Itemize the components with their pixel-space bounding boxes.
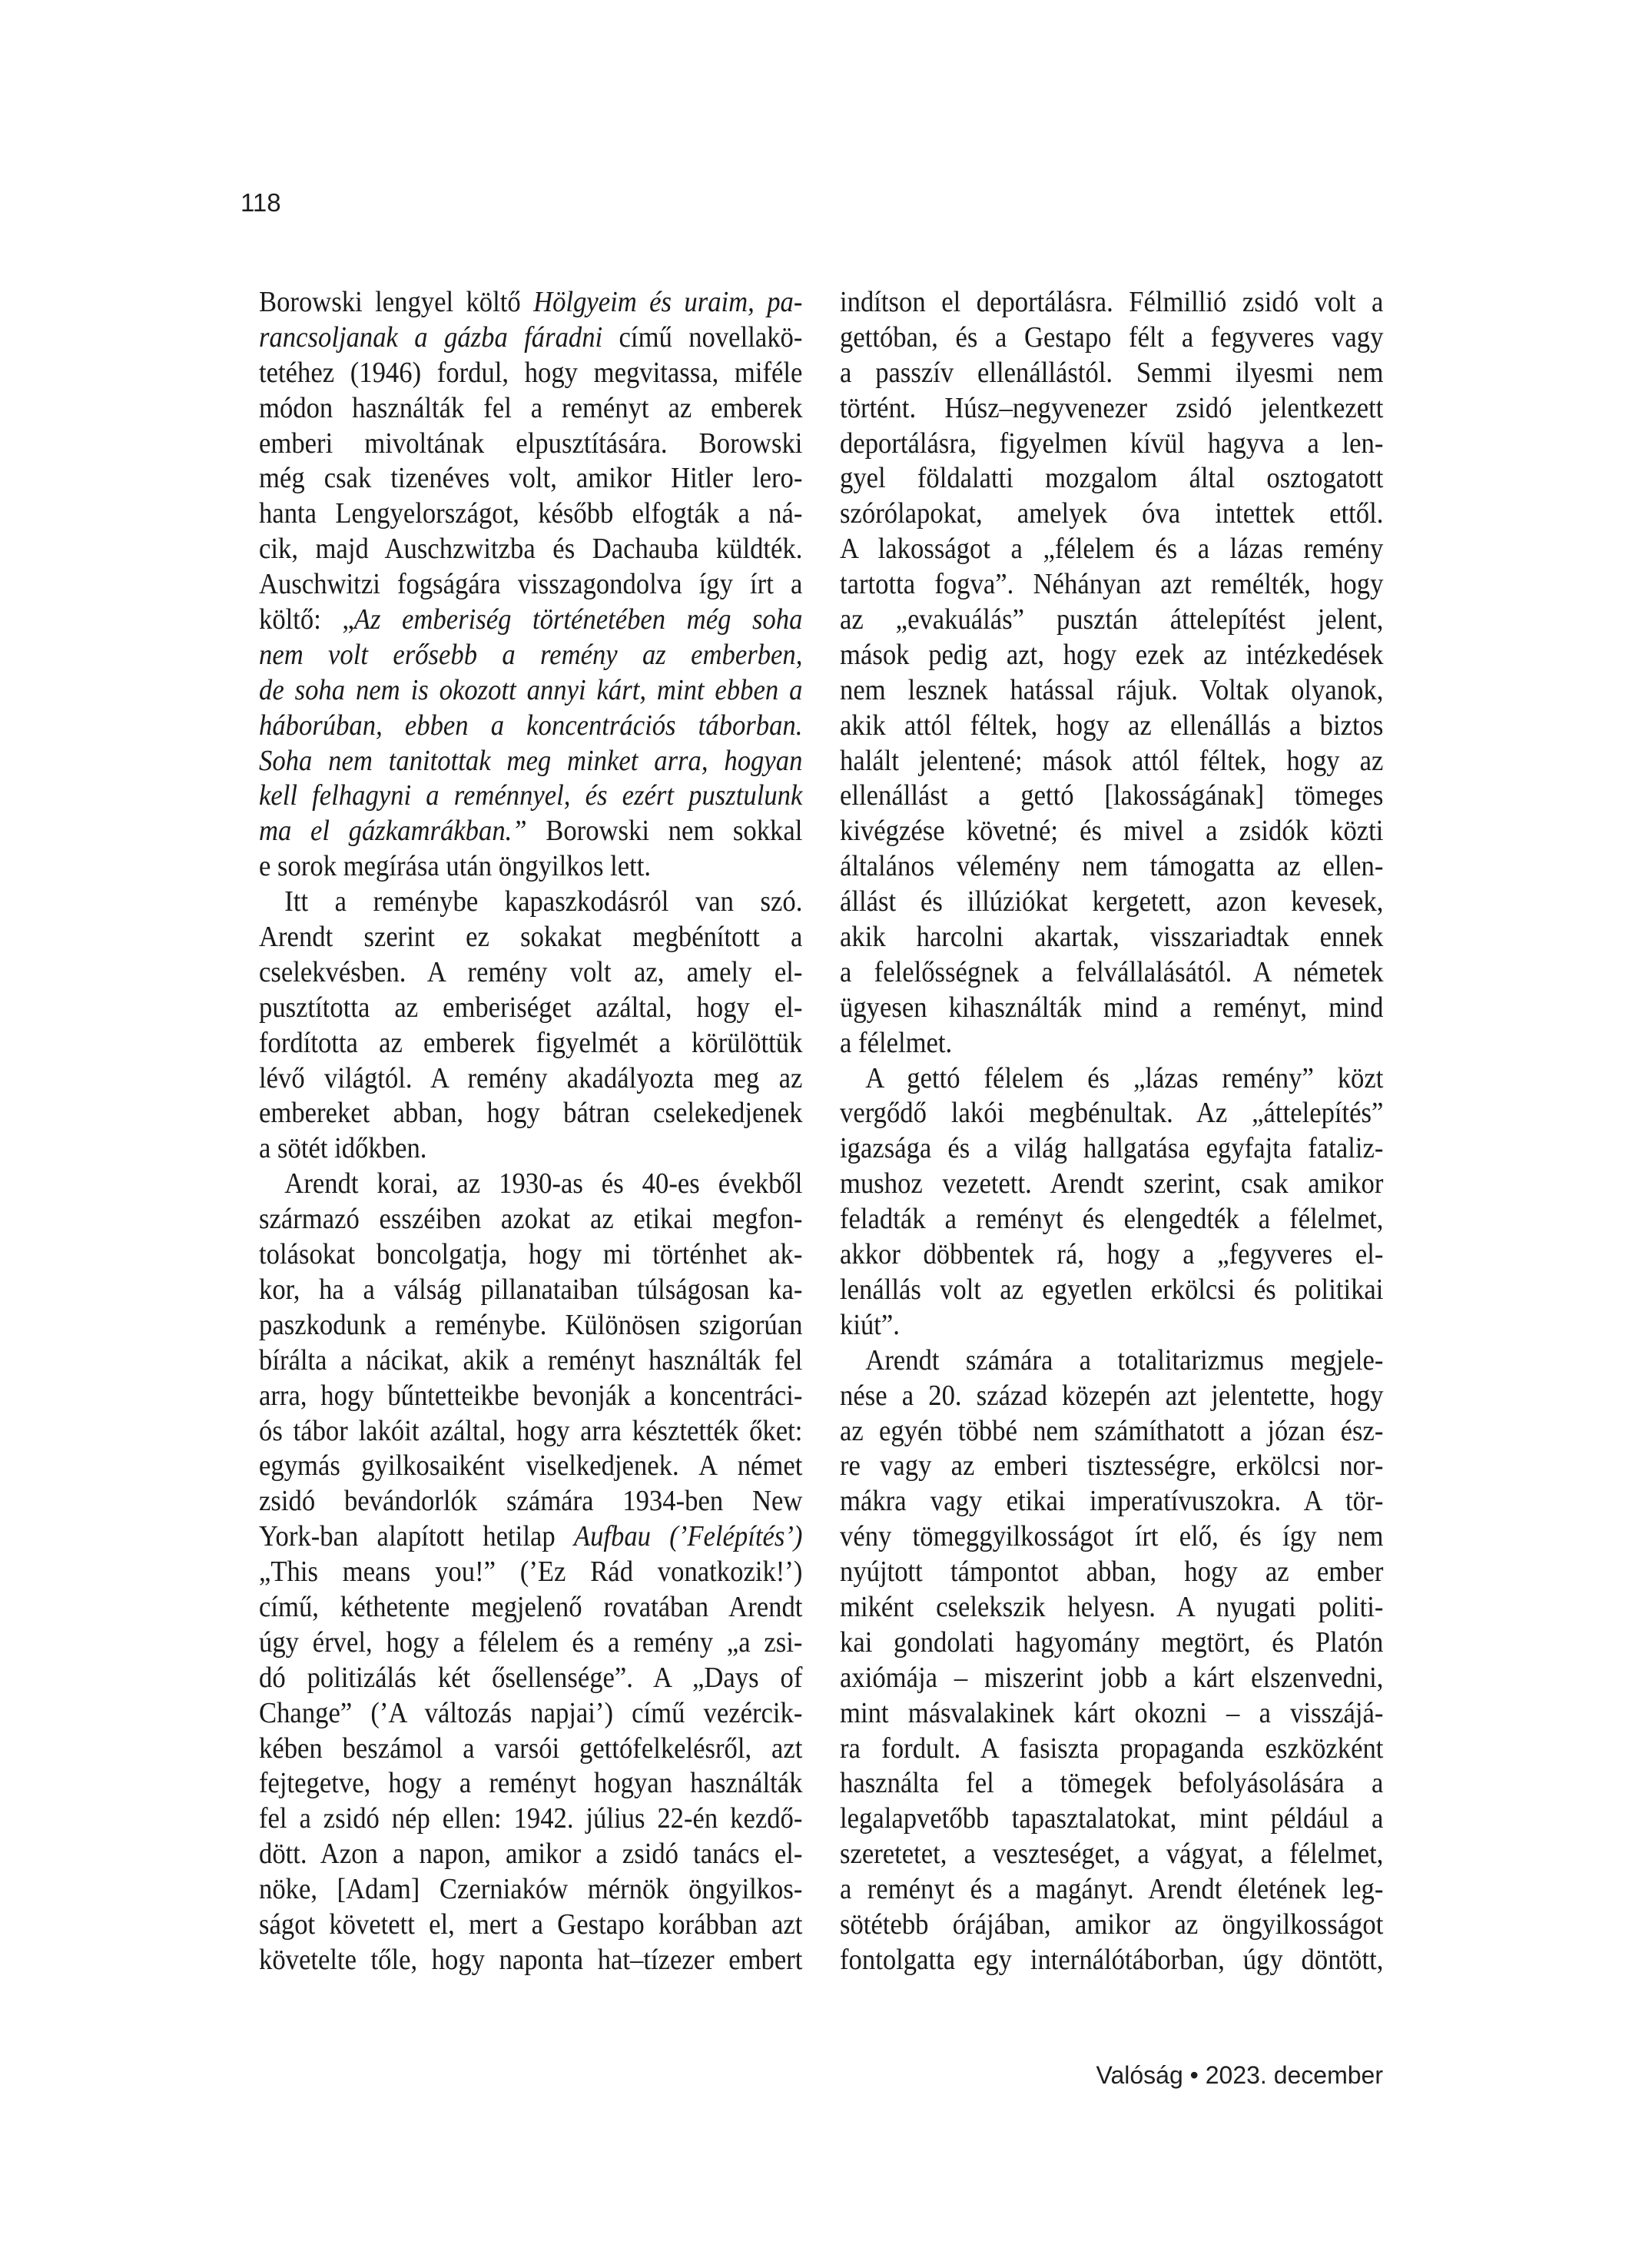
text-line bbox=[259, 1449, 802, 1484]
body-text: Arendt számára a totalitarizmus megjele- bbox=[865, 1343, 1384, 1376]
body-text: embereket abban, hogy bátran cselekedjenek bbox=[259, 1097, 803, 1130]
body-text: mások pedig azt, hogy ezek az intézkedések bbox=[840, 638, 1384, 671]
text-line bbox=[840, 1766, 1383, 1801]
text-line bbox=[840, 991, 1383, 1026]
body-text: pusztította az emberiséget azáltal, hogy el- bbox=[259, 991, 803, 1024]
body-text: zsidó bevándorlók számára 1934-ben New bbox=[259, 1485, 803, 1518]
body-text: tartotta fogva”. Néhányan azt remélték, hogy bbox=[840, 568, 1384, 601]
body-text: a sötét időkben. bbox=[259, 1132, 427, 1165]
body-text: igazsága és a világ hallgatása egyfajta fataliz- bbox=[840, 1132, 1384, 1165]
body-text: lévő világtól. A remény akadályozta meg az bbox=[259, 1061, 803, 1094]
text-line bbox=[259, 1131, 802, 1167]
text-line bbox=[840, 1732, 1383, 1767]
text-line bbox=[840, 1837, 1383, 1872]
body-text: módon használták fel a reményt az emberek bbox=[259, 391, 803, 424]
text-line bbox=[840, 285, 1383, 320]
text-line bbox=[259, 532, 802, 567]
text-line bbox=[840, 1661, 1383, 1696]
text-line bbox=[259, 1484, 802, 1519]
text-line bbox=[840, 779, 1383, 814]
body-text: ellenállást a gettó [lakosságának] tömeges bbox=[840, 779, 1384, 812]
italic-text: ma el gázkamrákban.” bbox=[259, 815, 527, 848]
text-line bbox=[259, 1943, 802, 1978]
body-text: gyel földalatti mozgalom által osztogatott bbox=[840, 462, 1384, 495]
body-text: fordította az emberek figyelmét a körülöttük bbox=[259, 1026, 803, 1059]
body-text: mákra vagy etikai imperatívuszokra. A tör- bbox=[840, 1485, 1384, 1518]
text-line bbox=[840, 920, 1383, 955]
body-text: paszkodunk a reménybe. Különösen szigorúan bbox=[259, 1308, 803, 1341]
body-text: úgy érvel, hogy a félelem és a remény „a zsi- bbox=[259, 1625, 803, 1659]
body-text: származó esszéiben azokat az etikai megfon- bbox=[259, 1203, 803, 1236]
text-line bbox=[259, 1661, 802, 1696]
text-line bbox=[259, 1696, 802, 1732]
body-text: tolásokat boncolgatja, hogy mi történhet ak- bbox=[259, 1238, 803, 1271]
text-line bbox=[840, 1096, 1383, 1131]
body-text: emberi mivoltának elpusztítására. Borowski bbox=[259, 427, 803, 460]
text-line bbox=[840, 532, 1383, 567]
body-text: feladták a reményt és elengedték a félelmet, bbox=[840, 1203, 1384, 1236]
text-line bbox=[840, 1343, 1383, 1379]
text-line bbox=[840, 1625, 1383, 1661]
body-text: Borowski nem sokkal bbox=[526, 815, 803, 848]
text-line bbox=[259, 1202, 802, 1237]
body-text: miként cselekszik helyesn. A nyugati politi- bbox=[840, 1590, 1384, 1623]
text-line bbox=[259, 1801, 802, 1837]
text-line bbox=[840, 1167, 1383, 1202]
page-footer: Valóság • 2023. december bbox=[1096, 2061, 1383, 2089]
body-text: állást és illúziókat kergetett, azon kevesek, bbox=[840, 885, 1384, 918]
text-line bbox=[840, 1308, 1383, 1343]
body-text: a passzív ellenállástól. Semmi ilyesmi nem bbox=[840, 356, 1384, 389]
text-line bbox=[840, 391, 1383, 427]
body-text: a félelmet. bbox=[840, 1026, 953, 1059]
body-text: arra, hogy bűntetteikbe bevonják a koncentráci- bbox=[259, 1379, 803, 1412]
text-line bbox=[259, 779, 802, 814]
body-text: tetéhez (1946) fordul, hogy megvitassa, miféle bbox=[259, 356, 803, 389]
body-text: vergődő lakói megbénultak. Az „áttelepítés” bbox=[840, 1097, 1384, 1130]
italic-text: kell felhagyni a reménnyel, és ezért pusztulunk bbox=[259, 779, 803, 812]
text-line bbox=[259, 461, 802, 496]
text-line bbox=[259, 638, 802, 673]
text-line bbox=[259, 1061, 802, 1097]
body-text: mint másvalakinek kárt okozni – a visszájá- bbox=[840, 1696, 1384, 1729]
text-line bbox=[840, 1202, 1383, 1237]
body-text: sötétebb órájában, amikor az öngyilkosságot bbox=[840, 1908, 1384, 1941]
text-line bbox=[259, 1732, 802, 1767]
text-line bbox=[259, 1766, 802, 1801]
text-line bbox=[840, 849, 1383, 885]
text-line bbox=[259, 1519, 802, 1555]
body-text: cik, majd Auschzwitzba és Dachauba küldték. bbox=[259, 533, 803, 566]
body-text: Arendt szerint ez sokakat megbénított a bbox=[259, 921, 803, 954]
text-line bbox=[840, 885, 1383, 920]
text-line bbox=[840, 1484, 1383, 1519]
body-text: című, kéthetente megjelenő rovatában Arendt bbox=[259, 1590, 803, 1623]
text-line bbox=[840, 1555, 1383, 1590]
text-line bbox=[259, 1026, 802, 1061]
text-line bbox=[259, 1555, 802, 1590]
text-line bbox=[259, 567, 802, 603]
text-line bbox=[259, 496, 802, 532]
text-line bbox=[840, 1237, 1383, 1273]
body-text: szeretetet, a veszteséget, a vágyat, a félelmet, bbox=[840, 1838, 1384, 1871]
text-line bbox=[840, 1872, 1383, 1908]
text-line bbox=[840, 673, 1383, 709]
text-line bbox=[840, 603, 1383, 638]
text-line bbox=[840, 1943, 1383, 1978]
body-text: a reményt és a magányt. Arendt életének leg- bbox=[840, 1873, 1384, 1906]
body-text: Change” (’A változás napjai’) című vezércik- bbox=[259, 1696, 803, 1729]
body-text: York-ban alapított hetilap bbox=[259, 1520, 574, 1553]
text-line bbox=[259, 673, 802, 709]
body-text: kivégzése követné; és mivel a zsidók közti bbox=[840, 815, 1384, 848]
body-text: re vagy az emberi tisztességre, erkölcsi nor- bbox=[840, 1449, 1384, 1483]
text-line bbox=[840, 1801, 1383, 1837]
body-text: egymás gyilkosaiként viselkedjenek. A német bbox=[259, 1449, 803, 1483]
body-text: történt. Húsz–negyvenezer zsidó jelentkezett bbox=[840, 391, 1384, 424]
body-text: mushoz vezetett. Arendt szerint, csak amikor bbox=[840, 1167, 1384, 1200]
text-line bbox=[259, 1096, 802, 1131]
body-text: az egyén többé nem számíthatott a józan ész- bbox=[840, 1414, 1384, 1447]
text-line bbox=[840, 1519, 1383, 1555]
body-text: fejtegetve, hogy a reményt hogyan használták bbox=[259, 1767, 803, 1800]
body-text: dó politizálás két ősellensége”. A „Days of bbox=[259, 1661, 803, 1694]
body-text: akik attól féltek, hogy az ellenállás a biztos bbox=[840, 709, 1384, 742]
text-line bbox=[259, 391, 802, 427]
text-line bbox=[840, 1273, 1383, 1308]
body-text: költő: „ bbox=[259, 603, 354, 636]
text-line bbox=[259, 1308, 802, 1343]
italic-text: rancsoljanak a gázba fáradni bbox=[259, 320, 603, 354]
text-line bbox=[259, 603, 802, 638]
italic-text: Aufbau (’Felépítés’) bbox=[573, 1520, 803, 1553]
body-text: még csak tizenéves volt, amikor Hitler lero- bbox=[259, 462, 803, 495]
body-text: ós tábor lakóit azáltal, hogy arra késztették őket: bbox=[259, 1414, 803, 1447]
body-text: kai gondolati hagyomány megtört, és Platón bbox=[840, 1625, 1384, 1659]
body-text: Borowski lengyel költő bbox=[259, 286, 534, 318]
body-text: kiút”. bbox=[840, 1308, 900, 1341]
body-text: az „evakuálás” pusztán áttelepítést jelent, bbox=[840, 603, 1384, 636]
page-number: 118 bbox=[240, 188, 281, 217]
body-text: című novellakö- bbox=[602, 320, 803, 354]
text-line bbox=[840, 427, 1383, 462]
body-text: ügyesen kihasználták mind a reményt, mind bbox=[840, 991, 1384, 1024]
text-line bbox=[259, 744, 802, 779]
body-text: ra fordult. A fasiszta propaganda eszközként bbox=[840, 1732, 1384, 1765]
text-line bbox=[840, 567, 1383, 603]
body-text: akkor döbbentek rá, hogy a „fegyveres el- bbox=[840, 1238, 1384, 1271]
text-line bbox=[259, 1908, 802, 1943]
text-line bbox=[840, 1379, 1383, 1414]
text-line bbox=[840, 320, 1383, 356]
body-text: a felelősségnek a felvállalásától. A németek bbox=[840, 955, 1384, 988]
text-line bbox=[259, 285, 802, 320]
body-text: Arendt korai, az 1930-as és 40-es évekből bbox=[284, 1167, 803, 1200]
text-line bbox=[840, 496, 1383, 532]
body-text: fontolgatta egy internálótáborban, úgy döntött, bbox=[840, 1943, 1384, 1976]
text-line bbox=[259, 356, 802, 391]
body-text: „This means you!” (’Ez Rád vonatkozik!’) bbox=[259, 1556, 803, 1589]
body-text: fel a zsidó nép ellen: 1942. július 22-én kezdő- bbox=[259, 1802, 803, 1835]
text-line bbox=[259, 709, 802, 744]
body-text: halált jelentené; mások attól féltek, hogy az bbox=[840, 744, 1384, 777]
text-line bbox=[840, 1131, 1383, 1167]
text-line bbox=[259, 1625, 802, 1661]
body-text: A lakosságot a „félelem és a lázas remény bbox=[840, 533, 1384, 566]
body-text: Auschwitzi fogságára visszagondolva így írt a bbox=[259, 568, 803, 601]
text-column-right bbox=[840, 285, 1383, 1978]
text-line bbox=[259, 320, 802, 356]
text-line bbox=[259, 955, 802, 991]
text-line bbox=[259, 1414, 802, 1449]
italic-text: Soha nem tanitottak meg minket arra, hogyan bbox=[259, 744, 803, 777]
text-line bbox=[259, 1590, 802, 1625]
body-text: kor, ha a válság pillanataiban túlságosan ka- bbox=[259, 1273, 803, 1306]
italic-text: nem volt erősebb a remény az emberben, bbox=[259, 638, 803, 671]
text-line bbox=[259, 991, 802, 1026]
text-line bbox=[259, 1167, 802, 1202]
text-line bbox=[259, 814, 802, 849]
body-text: kében beszámol a varsói gettófelkelésről, azt bbox=[259, 1732, 803, 1765]
body-text: általános vélemény nem támogatta az ellen- bbox=[840, 850, 1384, 883]
text-line bbox=[840, 744, 1383, 779]
body-text: követelte tőle, hogy naponta hat–tízezer embert bbox=[259, 1943, 803, 1976]
body-text: legalapvetőbb tapasztalatokat, mint például a bbox=[840, 1802, 1384, 1835]
body-text: szórólapokat, amelyek óva intettek ettől. bbox=[840, 497, 1384, 530]
body-text: deportálásra, figyelmen kívül hagyva a len- bbox=[840, 427, 1384, 460]
body-text: akik harcolni akartak, visszariadtak ennek bbox=[840, 921, 1384, 954]
text-line bbox=[259, 920, 802, 955]
body-text: nyújtott támpontot abban, hogy az ember bbox=[840, 1556, 1384, 1589]
body-text: hanta Lengyelországot, később elfogták a ná- bbox=[259, 497, 803, 530]
body-text: nem lesznek hatással rájuk. Voltak olyanok, bbox=[840, 673, 1384, 706]
text-line bbox=[259, 1343, 802, 1379]
text-line bbox=[840, 1026, 1383, 1061]
text-line bbox=[259, 885, 802, 920]
text-line bbox=[840, 1061, 1383, 1097]
text-line bbox=[840, 1590, 1383, 1625]
text-line bbox=[840, 1696, 1383, 1732]
text-line bbox=[259, 1837, 802, 1872]
body-text: indítson el deportálásra. Félmillió zsidó volt a bbox=[840, 286, 1384, 318]
body-text: nése a 20. század közepén azt jelentette, hogy bbox=[840, 1379, 1384, 1412]
text-line bbox=[840, 638, 1383, 673]
text-line bbox=[840, 356, 1383, 391]
body-text: lenállás volt az egyetlen erkölcsi és politikai bbox=[840, 1273, 1384, 1306]
body-text: gettóban, és a Gestapo félt a fegyveres vagy bbox=[840, 320, 1384, 354]
text-line bbox=[840, 1449, 1383, 1484]
text-line bbox=[840, 461, 1383, 496]
text-line bbox=[259, 1273, 802, 1308]
text-line bbox=[259, 427, 802, 462]
body-text: dött. Azon a napon, amikor a zsidó tanács el- bbox=[259, 1838, 803, 1871]
italic-text: Hölgyeim és uraim, pa- bbox=[533, 286, 803, 318]
italic-text: de soha nem is okozott annyi kárt, mint ebben a bbox=[259, 673, 803, 706]
body-text: cselekvésben. A remény volt az, amely el- bbox=[259, 955, 803, 988]
text-line bbox=[259, 1872, 802, 1908]
body-text: nöke, [Adam] Czerniaków mérnök öngyilkos- bbox=[259, 1873, 803, 1906]
text-line bbox=[840, 1414, 1383, 1449]
italic-text: Az emberiség történetében még soha bbox=[353, 603, 803, 636]
body-text: vény tömeggyilkosságot írt elő, és így nem bbox=[840, 1520, 1384, 1553]
text-line bbox=[259, 849, 802, 885]
body-text: használta fel a tömegek befolyásolására a bbox=[840, 1767, 1384, 1800]
text-line bbox=[840, 1908, 1383, 1943]
body-text: ságot követett el, mert a Gestapo korábban azt bbox=[259, 1908, 803, 1941]
italic-text: háborúban, ebben a koncentrációs táborban. bbox=[259, 709, 803, 742]
text-column-left bbox=[259, 285, 802, 1978]
text-line bbox=[840, 709, 1383, 744]
text-line bbox=[840, 814, 1383, 849]
body-text: e sorok megírása után öngyilkos lett. bbox=[259, 850, 652, 883]
body-text: axiómája – miszerint jobb a kárt elszenvedni, bbox=[840, 1661, 1384, 1694]
text-line bbox=[840, 955, 1383, 991]
text-line bbox=[259, 1379, 802, 1414]
body-text: bírálta a nácikat, akik a reményt használták fel bbox=[259, 1343, 803, 1376]
body-text: Itt a reménybe kapaszkodásról van szó. bbox=[284, 885, 803, 918]
body-text: A gettó félelem és „lázas remény” közt bbox=[865, 1061, 1384, 1094]
text-line bbox=[259, 1237, 802, 1273]
